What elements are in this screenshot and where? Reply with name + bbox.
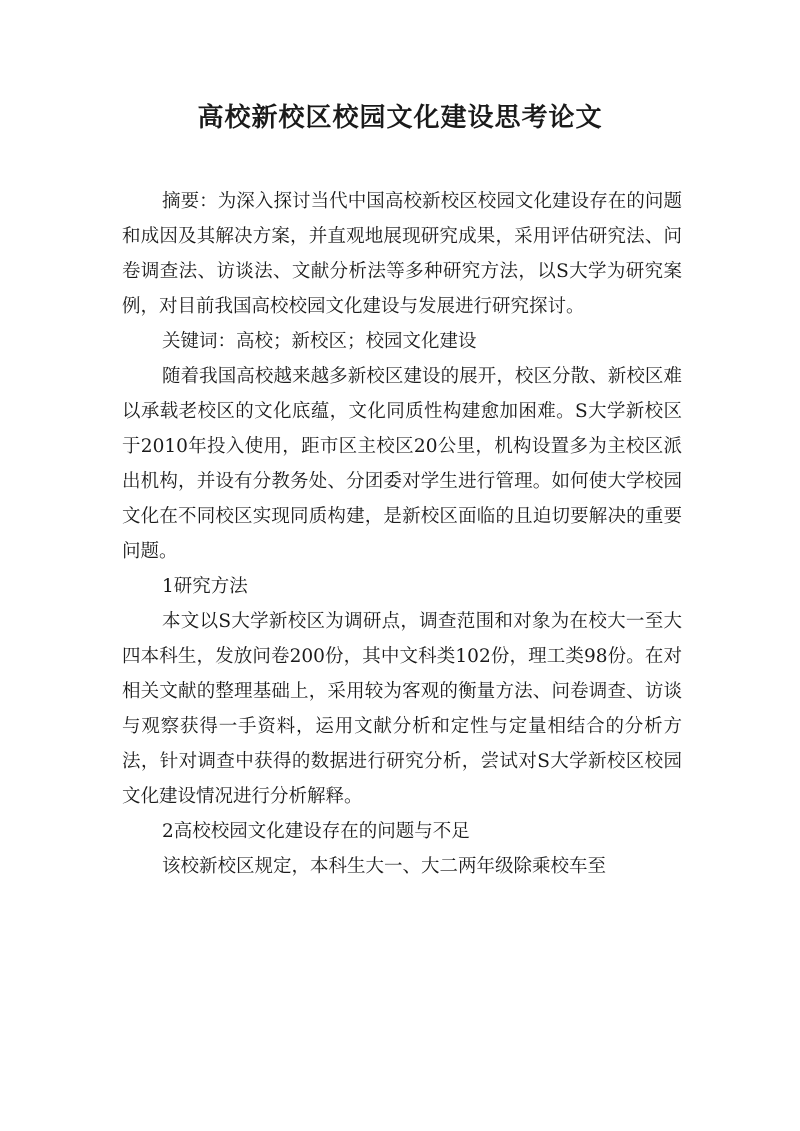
problem-paragraph: 该校新校区规定，本科生大一、大二两年级除乘校车至 (162, 856, 607, 877)
document-body (122, 184, 682, 884)
method-paragraph: 本文以S大学新校区为调研点，调查范围和对象为在校大一至大四本科生，发放问卷200份，其中文科类102份，理工类98份。在对相关文献的整理基础上，采用较为客观的衡量方法、问卷调查、访谈与观察获得一手资料，运用文献分析和定性与定量相结合的分析方法，针对调查中获得的数据进行研究分析，尝试对S大学新校区校园文化建设情况进行分析解释。 (122, 611, 682, 807)
intro-paragraph: 随着我国高校越来越多新校区建设的展开，校区分散、新校区难以承载老校区的文化底蕴，文化同质性构建愈加困难。S大学新校区于2010年投入使用，距市区主校区20公里，机构设置多为主校区派出机构，并设有分教务处、分团委对学生进行管理。如何使大学校园文化在不同校区实现同质构建，是新校区面临的且迫切要解决的重要问题。 (122, 366, 682, 562)
abstract-paragraph: 摘要：为深入探讨当代中国高校新校区校园文化建设存在的问题和成因及其解决方案，并直观地展现研究成果，采用评估研究法、问卷调查法、访谈法、文献分析法等多种研究方法，以S大学为研究案例，对目前我国高校校园文化建设与发展进行研究探讨。 (122, 191, 682, 317)
section-heading-1: 1研究方法 (162, 576, 248, 597)
section-heading-2: 2高校校园文化建设存在的问题与不足 (162, 821, 470, 842)
keywords-paragraph: 关键词：高校；新校区；校园文化建设 (162, 331, 477, 352)
document-title: 高校新校区校园文化建设思考论文 (197, 103, 603, 133)
